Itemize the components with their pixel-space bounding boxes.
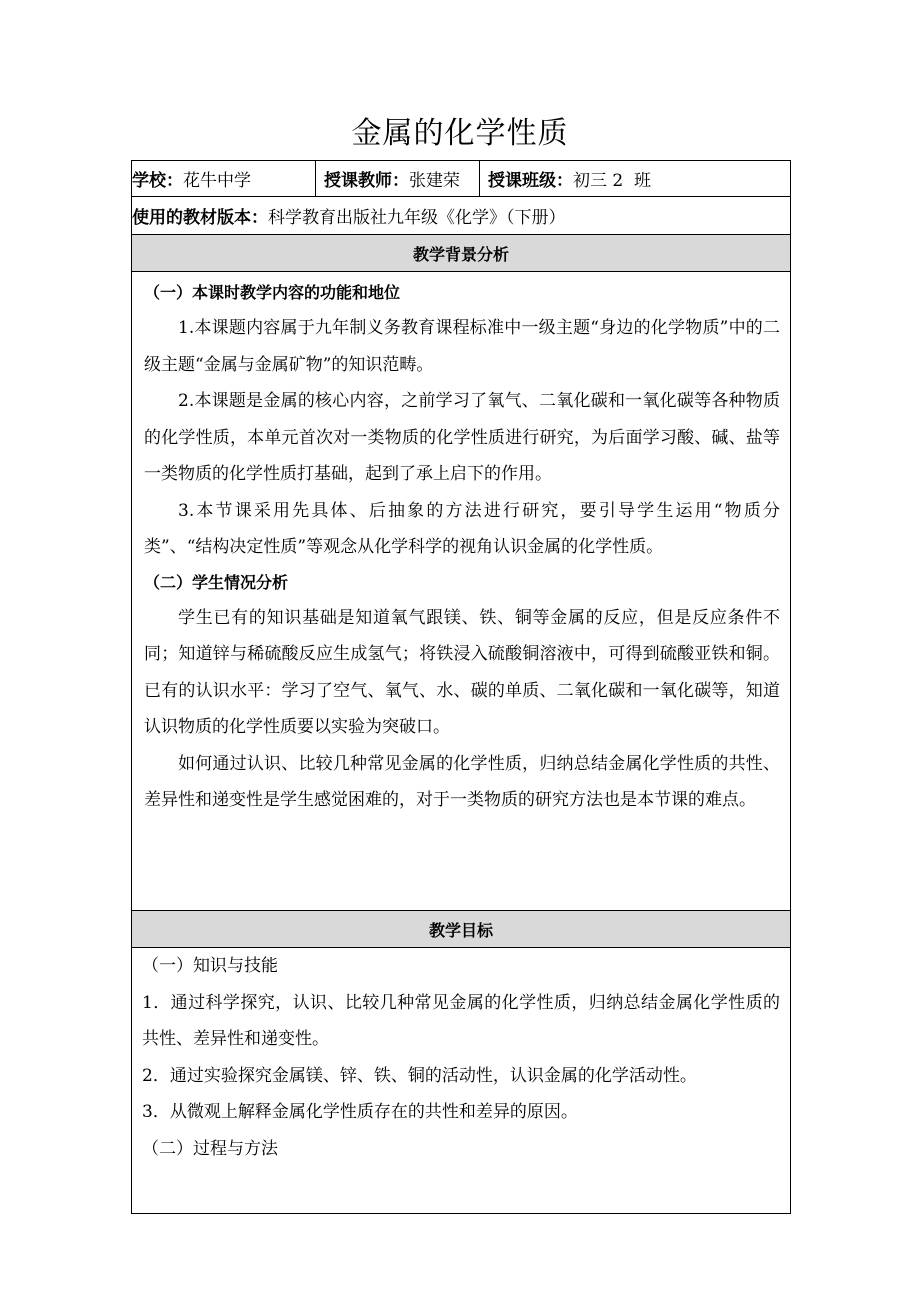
goals-content xyxy=(132,948,791,1214)
teacher-value: 张建荣 xyxy=(409,171,460,191)
background-heading-row xyxy=(132,235,791,272)
lesson-plan-table xyxy=(131,160,791,1214)
info-row xyxy=(132,161,791,197)
section1-paragraph: 2.本课题是金属的核心内容，之前学习了氧气、二氧化碳和一氧化碳等各种物质的化学性质，本单元首次对一类物质的化学性质进行研究，为后面学习酸、碱、盐等一类物质的化学性质打基础，起到了承上启下的作用。 xyxy=(144,391,780,484)
class-value: 初三 2 班 xyxy=(573,171,652,191)
textbook-cell xyxy=(132,197,791,235)
goal-item: 3．从微观上解释金属化学性质存在的共性和差异的原因。 xyxy=(142,1102,578,1122)
section1-paragraph: 3.本节课采用先具体、后抽象的方法进行研究，要引导学生运用“物质分类”、“结构决定性质”等观念从化学科学的视角认识金属的化学性质。 xyxy=(144,500,780,557)
school-cell xyxy=(132,161,316,197)
goals-content-row xyxy=(132,948,791,1214)
school-label: 学校： xyxy=(132,171,183,191)
goals-heading-row xyxy=(132,911,791,948)
section1-title: （一）本课时教学内容的功能和地位 xyxy=(144,283,401,302)
goals-subheading-knowledge: （一）知识与技能 xyxy=(142,956,278,976)
goals-heading: 教学目标 xyxy=(132,911,791,948)
goals-subheading-process: （二）过程与方法 xyxy=(142,1138,278,1159)
teacher-label: 授课教师： xyxy=(324,171,409,191)
goal-item: 2．通过实验探究金属镁、锌、铁、铜的活动性，认识金属的化学活动性。 xyxy=(142,1065,697,1086)
section2-title: （二）学生情况分析 xyxy=(144,572,289,592)
section2-paragraph: 如何通过认识、比较几种常见金属的化学性质，归纳总结金属化学性质的共性、差异性和递变性是学生感觉困难的，对于一类物质的研究方法也是本节课的难点。 xyxy=(144,753,780,810)
textbook-row xyxy=(132,197,791,235)
background-content-row xyxy=(132,272,791,911)
background-content xyxy=(132,272,791,911)
background-heading: 教学背景分析 xyxy=(132,235,791,272)
class-cell xyxy=(480,161,791,197)
section1-paragraph: 1.本课题内容属于九年制义务教育课程标准中一级主题“身边的化学物质”中的二级主题“金属与金属矿物”的知识范畴。 xyxy=(144,318,780,375)
section2-paragraph: 学生已有的知识基础是知道氧气跟镁、铁、铜等金属的反应，但是反应条件不同；知道锌与稀硫酸反应生成氢气；将铁浸入硫酸铜溶液中，可得到硫酸亚铁和铜。已有的认识水平：学习了空气、氧气、水、碳的单质、二氧化碳和一氧化碳等，知道认识物质的化学性质要以实验为突破口。 xyxy=(144,607,780,737)
goal-item: 1．通过科学探究，认识、比较几种常见金属的化学性质，归纳总结金属化学性质的共性、差异性和递变性。 xyxy=(142,992,780,1049)
textbook-label: 使用的教材版本： xyxy=(132,208,268,228)
teacher-cell xyxy=(316,161,480,197)
school-value: 花牛中学 xyxy=(183,171,251,191)
class-label: 授课班级： xyxy=(488,171,573,191)
page-title: 金属的化学性质 xyxy=(351,116,569,151)
textbook-value: 科学教育出版社九年级《化学》（下册） xyxy=(268,208,566,228)
